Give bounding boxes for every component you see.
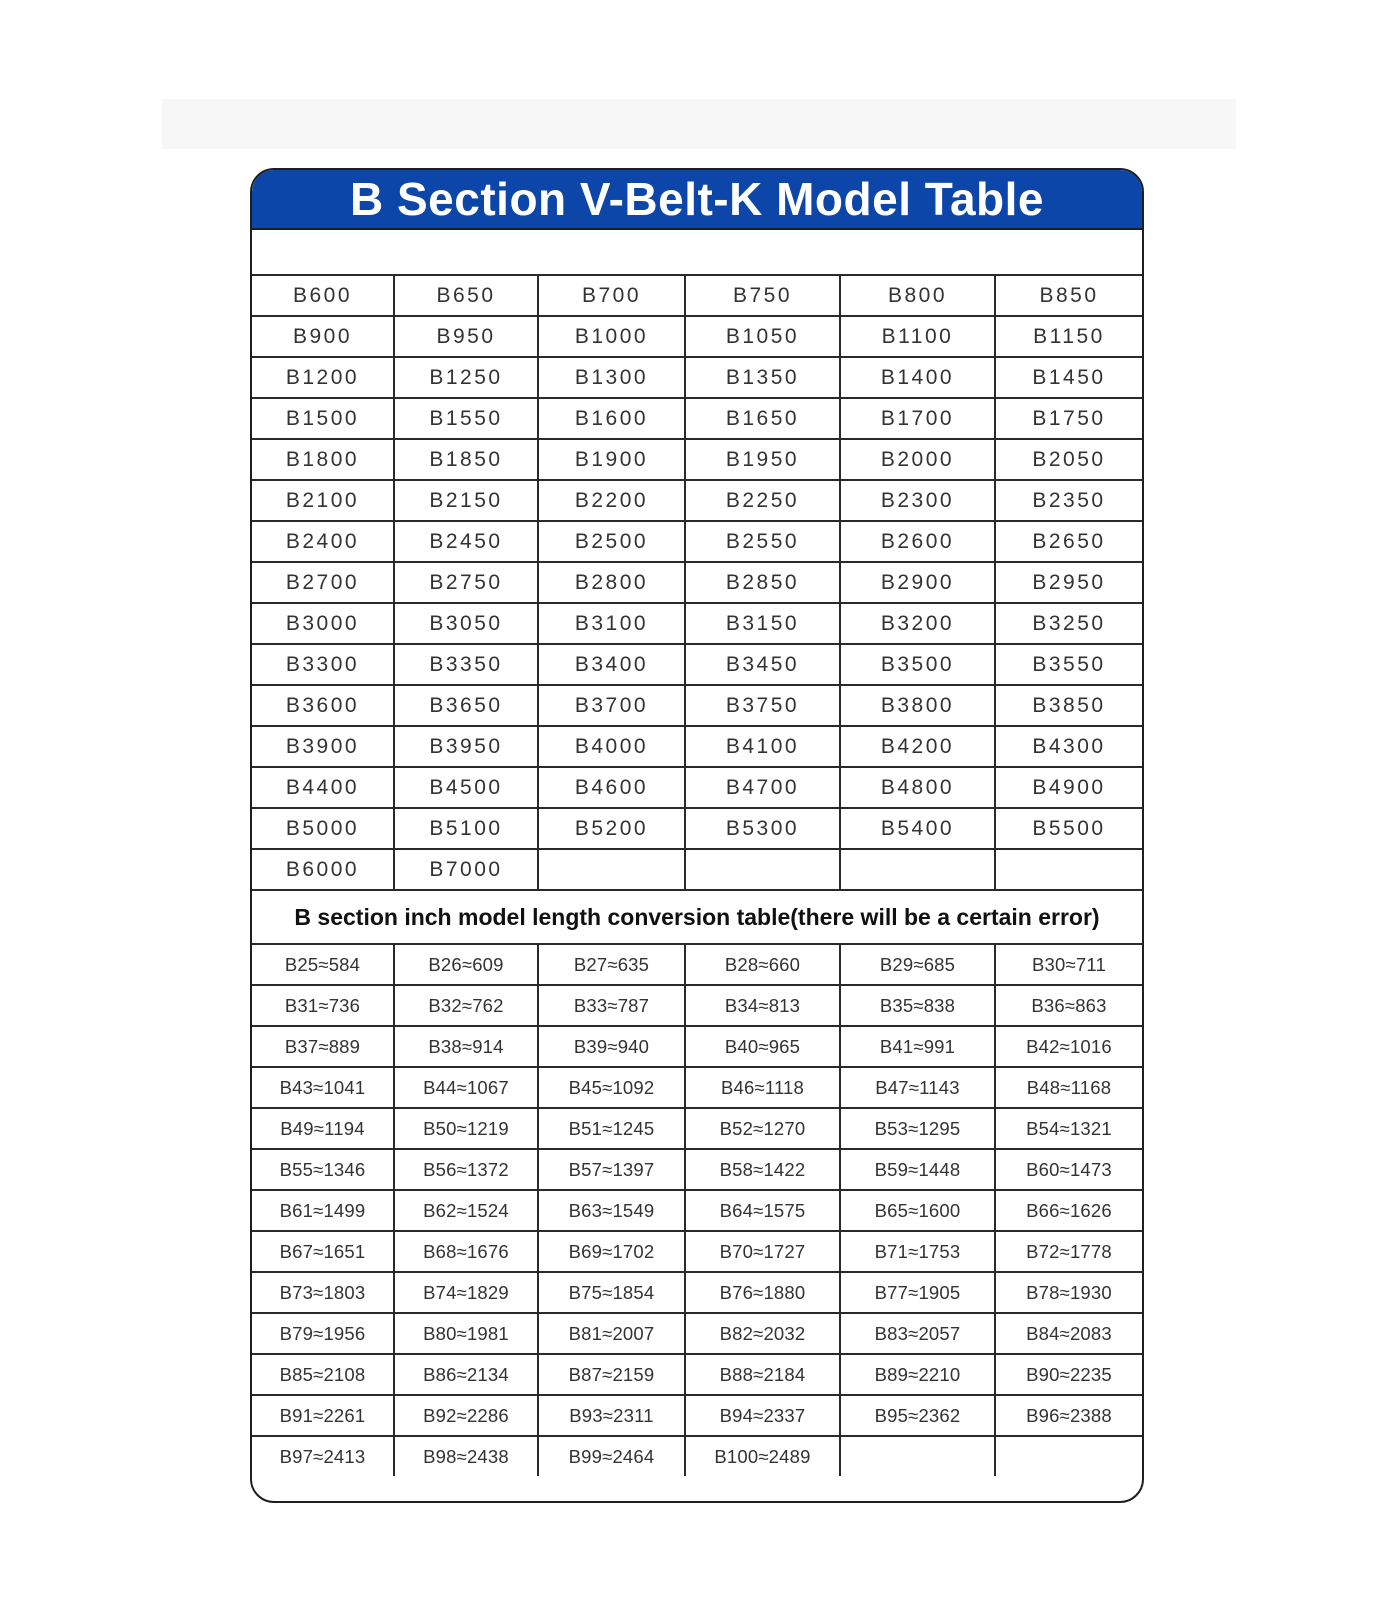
conversion-cell: B99≈2464 [538, 1436, 685, 1476]
model-cell: B2550 [685, 521, 840, 562]
model-cell: B4600 [538, 767, 685, 808]
model-cell: B1200 [252, 357, 394, 398]
model-cell: B3400 [538, 644, 685, 685]
model-cell: B1550 [394, 398, 538, 439]
model-cell: B850 [995, 276, 1142, 316]
model-cell: B3700 [538, 685, 685, 726]
conversion-row [252, 985, 1142, 1026]
model-cell: B1500 [252, 398, 394, 439]
conversion-cell: B57≈1397 [538, 1149, 685, 1190]
model-cell: B2200 [538, 480, 685, 521]
conversion-cell: B28≈660 [685, 945, 840, 985]
model-cell: B3000 [252, 603, 394, 644]
model-cell [995, 849, 1142, 890]
conversion-row [252, 1026, 1142, 1067]
model-cell: B1400 [840, 357, 995, 398]
model-cell: B1800 [252, 439, 394, 480]
model-cell: B2500 [538, 521, 685, 562]
model-row [252, 726, 1142, 767]
conversion-cell: B43≈1041 [252, 1067, 394, 1108]
model-cell: B2650 [995, 521, 1142, 562]
conversion-cell: B45≈1092 [538, 1067, 685, 1108]
model-cell: B2150 [394, 480, 538, 521]
conversion-cell: B66≈1626 [995, 1190, 1142, 1231]
conversion-cell: B77≈1905 [840, 1272, 995, 1313]
conversion-cell: B96≈2388 [995, 1395, 1142, 1436]
top-background-band [162, 99, 1236, 149]
model-row [252, 562, 1142, 603]
model-cell: B4300 [995, 726, 1142, 767]
model-row [252, 849, 1142, 890]
model-cell: B1450 [995, 357, 1142, 398]
model-cell: B650 [394, 276, 538, 316]
conversion-cell: B54≈1321 [995, 1108, 1142, 1149]
conversion-row [252, 1272, 1142, 1313]
model-cell: B1350 [685, 357, 840, 398]
conversion-row [252, 1436, 1142, 1476]
conversion-cell: B31≈736 [252, 985, 394, 1026]
conversion-cell: B83≈2057 [840, 1313, 995, 1354]
model-cell: B4200 [840, 726, 995, 767]
model-cell: B2800 [538, 562, 685, 603]
conversion-cell: B60≈1473 [995, 1149, 1142, 1190]
conversion-cell: B63≈1549 [538, 1190, 685, 1231]
conversion-cell: B56≈1372 [394, 1149, 538, 1190]
conversion-cell: B59≈1448 [840, 1149, 995, 1190]
model-cell: B3650 [394, 685, 538, 726]
conversion-cell: B82≈2032 [685, 1313, 840, 1354]
conversion-cell: B53≈1295 [840, 1108, 995, 1149]
model-cell: B3600 [252, 685, 394, 726]
model-row [252, 808, 1142, 849]
conversion-cell: B62≈1524 [394, 1190, 538, 1231]
conversion-cell: B97≈2413 [252, 1436, 394, 1476]
conversion-cell: B76≈1880 [685, 1272, 840, 1313]
conversion-cell: B27≈635 [538, 945, 685, 985]
conversion-cell [995, 1436, 1142, 1476]
model-cell: B1750 [995, 398, 1142, 439]
model-cell: B1850 [394, 439, 538, 480]
model-cell: B3800 [840, 685, 995, 726]
model-cell: B6000 [252, 849, 394, 890]
conversion-cell: B65≈1600 [840, 1190, 995, 1231]
model-cell: B5100 [394, 808, 538, 849]
conversion-heading: B section inch model length conversion table(there will be a certain error) [252, 891, 1142, 945]
model-row [252, 357, 1142, 398]
conversion-cell: B70≈1727 [685, 1231, 840, 1272]
model-cell: B3250 [995, 603, 1142, 644]
model-row [252, 521, 1142, 562]
model-cell: B5500 [995, 808, 1142, 849]
conversion-cell: B42≈1016 [995, 1026, 1142, 1067]
model-cell: B2000 [840, 439, 995, 480]
conversion-cell: B67≈1651 [252, 1231, 394, 1272]
model-row [252, 316, 1142, 357]
model-cell: B2600 [840, 521, 995, 562]
model-cell: B4800 [840, 767, 995, 808]
conversion-cell: B86≈2134 [394, 1354, 538, 1395]
model-cell: B4100 [685, 726, 840, 767]
conversion-cell: B25≈584 [252, 945, 394, 985]
model-cell: B2700 [252, 562, 394, 603]
conversion-cell: B84≈2083 [995, 1313, 1142, 1354]
model-cell: B2400 [252, 521, 394, 562]
conversion-cell: B73≈1803 [252, 1272, 394, 1313]
model-cell: B750 [685, 276, 840, 316]
model-row [252, 603, 1142, 644]
model-cell: B3850 [995, 685, 1142, 726]
model-cell: B1300 [538, 357, 685, 398]
conversion-cell: B93≈2311 [538, 1395, 685, 1436]
model-cell: B1600 [538, 398, 685, 439]
conversion-cell: B71≈1753 [840, 1231, 995, 1272]
model-table [252, 276, 1142, 891]
conversion-table [252, 945, 1142, 1476]
model-cell: B4400 [252, 767, 394, 808]
model-cell: B1950 [685, 439, 840, 480]
model-cell: B3100 [538, 603, 685, 644]
conversion-row [252, 1108, 1142, 1149]
conversion-cell: B92≈2286 [394, 1395, 538, 1436]
conversion-cell: B79≈1956 [252, 1313, 394, 1354]
conversion-cell: B75≈1854 [538, 1272, 685, 1313]
conversion-cell: B80≈1981 [394, 1313, 538, 1354]
model-cell: B2350 [995, 480, 1142, 521]
conversion-cell: B26≈609 [394, 945, 538, 985]
conversion-cell: B46≈1118 [685, 1067, 840, 1108]
model-cell: B2100 [252, 480, 394, 521]
conversion-cell: B35≈838 [840, 985, 995, 1026]
model-cell: B900 [252, 316, 394, 357]
model-cell: B700 [538, 276, 685, 316]
model-cell: B2750 [394, 562, 538, 603]
model-cell: B2450 [394, 521, 538, 562]
model-cell: B1700 [840, 398, 995, 439]
conversion-cell: B94≈2337 [685, 1395, 840, 1436]
conversion-cell: B91≈2261 [252, 1395, 394, 1436]
conversion-row [252, 1190, 1142, 1231]
conversion-row [252, 1354, 1142, 1395]
conversion-cell: B44≈1067 [394, 1067, 538, 1108]
conversion-cell: B55≈1346 [252, 1149, 394, 1190]
model-row [252, 398, 1142, 439]
model-cell: B3300 [252, 644, 394, 685]
model-cell: B2850 [685, 562, 840, 603]
conversion-cell: B72≈1778 [995, 1231, 1142, 1272]
conversion-cell: B64≈1575 [685, 1190, 840, 1231]
conversion-cell: B90≈2235 [995, 1354, 1142, 1395]
model-row [252, 685, 1142, 726]
conversion-cell: B38≈914 [394, 1026, 538, 1067]
conversion-row [252, 1231, 1142, 1272]
conversion-cell: B69≈1702 [538, 1231, 685, 1272]
conversion-cell: B32≈762 [394, 985, 538, 1026]
conversion-cell: B58≈1422 [685, 1149, 840, 1190]
conversion-row [252, 1149, 1142, 1190]
model-cell: B3550 [995, 644, 1142, 685]
conversion-cell: B30≈711 [995, 945, 1142, 985]
model-row [252, 767, 1142, 808]
conversion-cell: B52≈1270 [685, 1108, 840, 1149]
conversion-cell: B81≈2007 [538, 1313, 685, 1354]
conversion-cell: B100≈2489 [685, 1436, 840, 1476]
model-cell: B3750 [685, 685, 840, 726]
conversion-cell: B41≈991 [840, 1026, 995, 1067]
model-cell: B2050 [995, 439, 1142, 480]
model-cell: B3150 [685, 603, 840, 644]
conversion-cell: B95≈2362 [840, 1395, 995, 1436]
blank-header-row [252, 230, 1142, 276]
conversion-cell: B50≈1219 [394, 1108, 538, 1149]
conversion-cell: B33≈787 [538, 985, 685, 1026]
model-cell: B3950 [394, 726, 538, 767]
conversion-row [252, 1067, 1142, 1108]
conversion-cell: B85≈2108 [252, 1354, 394, 1395]
model-cell: B7000 [394, 849, 538, 890]
conversion-cell: B29≈685 [840, 945, 995, 985]
conversion-row [252, 1313, 1142, 1354]
model-cell: B1100 [840, 316, 995, 357]
conversion-cell: B49≈1194 [252, 1108, 394, 1149]
model-cell: B1250 [394, 357, 538, 398]
model-cell: B3900 [252, 726, 394, 767]
conversion-cell: B74≈1829 [394, 1272, 538, 1313]
model-cell [840, 849, 995, 890]
conversion-cell: B47≈1143 [840, 1067, 995, 1108]
conversion-cell: B51≈1245 [538, 1108, 685, 1149]
model-cell: B5000 [252, 808, 394, 849]
model-cell: B4900 [995, 767, 1142, 808]
conversion-cell [840, 1436, 995, 1476]
conversion-cell: B36≈863 [995, 985, 1142, 1026]
model-cell: B1150 [995, 316, 1142, 357]
conversion-cell: B68≈1676 [394, 1231, 538, 1272]
model-cell: B4700 [685, 767, 840, 808]
model-cell: B3200 [840, 603, 995, 644]
model-row [252, 644, 1142, 685]
model-row [252, 480, 1142, 521]
conversion-cell: B40≈965 [685, 1026, 840, 1067]
conversion-cell: B88≈2184 [685, 1354, 840, 1395]
conversion-cell: B39≈940 [538, 1026, 685, 1067]
model-cell [685, 849, 840, 890]
conversion-cell: B48≈1168 [995, 1067, 1142, 1108]
model-cell: B1900 [538, 439, 685, 480]
conversion-cell: B37≈889 [252, 1026, 394, 1067]
conversion-row [252, 1395, 1142, 1436]
conversion-cell: B34≈813 [685, 985, 840, 1026]
conversion-cell: B87≈2159 [538, 1354, 685, 1395]
model-cell: B3450 [685, 644, 840, 685]
conversion-cell: B78≈1930 [995, 1272, 1142, 1313]
model-row [252, 276, 1142, 316]
conversion-row [252, 945, 1142, 985]
conversion-cell: B61≈1499 [252, 1190, 394, 1231]
model-cell: B3350 [394, 644, 538, 685]
model-cell: B4500 [394, 767, 538, 808]
table-title: B Section V-Belt-K Model Table [252, 170, 1142, 230]
model-cell: B3050 [394, 603, 538, 644]
model-cell: B5200 [538, 808, 685, 849]
model-cell: B4000 [538, 726, 685, 767]
model-cell: B950 [394, 316, 538, 357]
model-cell [538, 849, 685, 890]
model-cell: B600 [252, 276, 394, 316]
model-cell: B800 [840, 276, 995, 316]
model-row [252, 439, 1142, 480]
model-cell: B2300 [840, 480, 995, 521]
conversion-cell: B98≈2438 [394, 1436, 538, 1476]
model-cell: B1050 [685, 316, 840, 357]
model-cell: B5400 [840, 808, 995, 849]
conversion-cell: B89≈2210 [840, 1354, 995, 1395]
model-cell: B2250 [685, 480, 840, 521]
model-cell: B5300 [685, 808, 840, 849]
model-cell: B1650 [685, 398, 840, 439]
model-cell: B2950 [995, 562, 1142, 603]
model-cell: B1000 [538, 316, 685, 357]
model-table-card [250, 168, 1144, 1503]
model-cell: B3500 [840, 644, 995, 685]
model-cell: B2900 [840, 562, 995, 603]
